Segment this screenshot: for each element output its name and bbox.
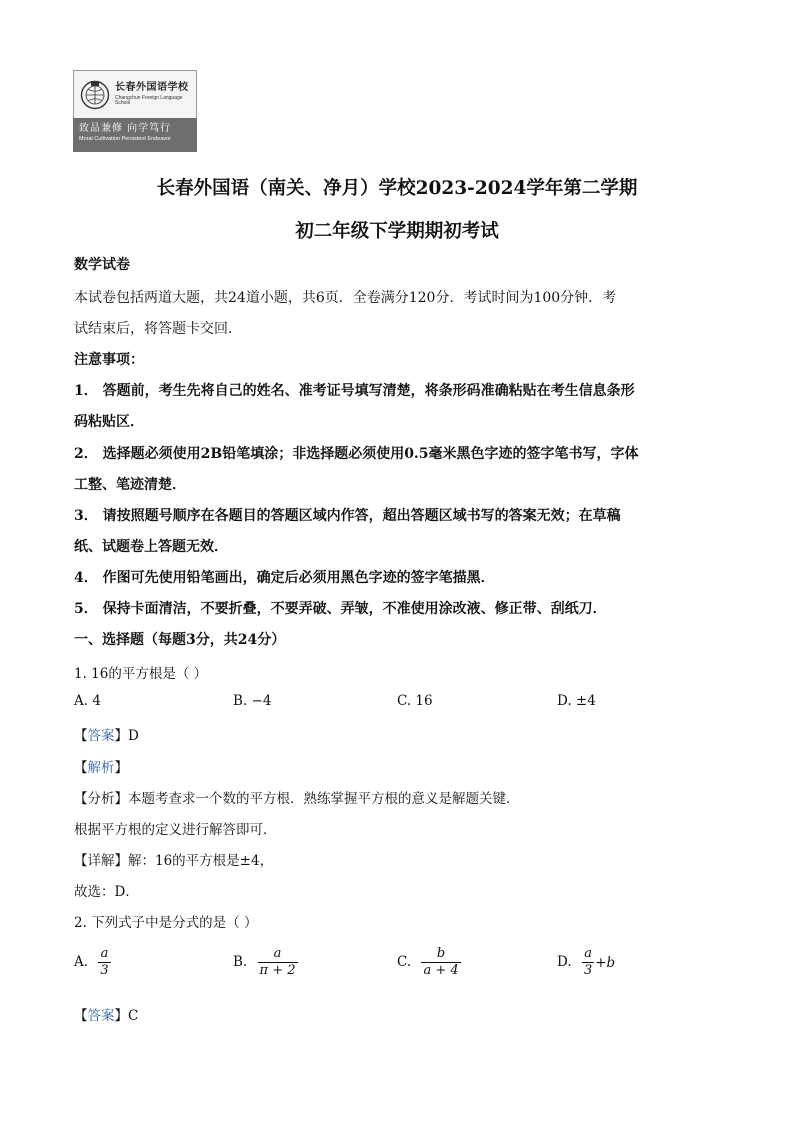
note-2-line-2: 工整、笔迹清楚．	[74, 477, 186, 493]
school-logo	[73, 70, 197, 152]
q2-option-c-fraction	[421, 946, 460, 979]
q2-option-b	[233, 946, 298, 979]
note-3-line-2: 纸、试题卷上答题无效．	[74, 539, 228, 555]
note-1-line-2: 码粘贴区．	[74, 414, 144, 430]
logo-motto-cn: 致品兼修 向学笃行	[79, 123, 172, 134]
q1-answer-value: D	[128, 728, 139, 744]
exam-title-line2: 初二年级下学期期初考试	[295, 221, 499, 242]
logo-school-name-cn: 长春外国语学校	[115, 82, 189, 93]
q2-a-numerator: a	[100, 946, 109, 961]
note-5: 5． 保持卡面清洁，不要折叠，不要弄破、弄皱，不准使用涂改液、修正带、刮纸刀．	[74, 601, 607, 617]
q2-d-numerator: a	[584, 946, 592, 961]
q1-option-a: A. 4	[74, 693, 101, 709]
q2-option-d	[557, 946, 615, 979]
q1-conclusion: 故选：D．	[74, 884, 139, 900]
q2-answer-label: 答案	[87, 1008, 115, 1024]
q1-xiangjie-text: 解：16的平方根是±4，	[128, 853, 274, 869]
q1-fenxi-row: 【分析】本题考查求一个数的平方根．熟练掌握平方根的意义是解题关键．	[74, 791, 520, 807]
q1-fenxi-label: 分析	[87, 791, 115, 807]
q2-d-denominator: 3	[583, 963, 593, 978]
q2-option-a-letter: A.	[74, 954, 89, 970]
q2-option-b-fraction	[258, 946, 298, 979]
q2-option-b-letter: B.	[233, 954, 248, 970]
q2-b-denominator: π + 2	[259, 963, 296, 978]
q2-a-denominator: 3	[100, 963, 109, 978]
logo-school-name-en: Changchun Foreign Language School	[115, 95, 183, 106]
logo-motto-en: Moral Cultivation Persistent Endeavor	[79, 136, 172, 142]
q1-analysis-row: 【解析】	[74, 760, 128, 776]
q2-option-c-letter: C.	[397, 954, 412, 970]
section-heading: 一、选择题（每题3分，共24分）	[74, 632, 286, 648]
q1-xiangjie-row: 【详解】解：16的平方根是±4，	[74, 853, 274, 869]
logo-header	[73, 70, 197, 118]
q2-c-numerator: b	[436, 946, 446, 961]
q2-d-tail: +b	[595, 954, 616, 971]
question-1-stem: 1. 16的平方根是（ ）	[74, 666, 208, 682]
q1-xiangjie-label: 详解	[87, 853, 115, 869]
q1-option-d: D. ±4	[557, 693, 596, 709]
subject-label: 数学试卷	[74, 257, 130, 273]
logo-motto-band	[73, 118, 197, 152]
q2-b-numerator: a	[273, 946, 282, 961]
intro-line-1: 本试卷包括两道大题，共24道小题，共6页．全卷满分120分．考试时间为100分钟．考	[74, 290, 617, 306]
note-2-line-1: 2． 选择题必须使用2B铅笔填涂；非选择题必须使用0.5毫米黑色字迹的签字笔书写，字体	[74, 446, 639, 462]
q2-option-d-letter: D.	[557, 954, 572, 970]
notes-heading: 注意事项：	[74, 352, 144, 368]
note-1-line-1: 1． 答题前，考生先将自己的姓名、准考证号填写清楚，将条形码准确粘贴在考生信息条形	[74, 383, 635, 399]
intro-line-2: 试结束后，将答题卡交回．	[74, 321, 242, 337]
q1-answer-label: 答案	[87, 728, 115, 744]
q1-analysis-label: 解析	[87, 760, 115, 776]
q2-option-a	[74, 946, 111, 979]
q2-option-c	[397, 946, 461, 979]
q2-answer-value: C	[128, 1008, 139, 1024]
q2-c-denominator: a + 4	[423, 963, 459, 978]
q1-fenxi-text: 本题考查求一个数的平方根．熟练掌握平方根的意义是解题关键．	[128, 791, 520, 807]
note-4: 4． 作图可先使用铅笔画出，确定后必须用黑色字迹的签字笔描黑．	[74, 570, 495, 586]
q2-option-a-fraction	[98, 946, 110, 979]
exam-title-line1: 长春外国语（南关、净月）学校2023-2024学年第二学期	[156, 178, 638, 199]
q2-answer-row: 【答案】C	[74, 1008, 139, 1024]
q1-option-b: B. −4	[233, 693, 272, 709]
q1-answer-row: 【答案】D	[74, 728, 139, 744]
q1-option-c: C. 16	[397, 693, 433, 709]
school-seal-icon	[80, 80, 110, 110]
q2-option-d-fraction	[582, 946, 594, 979]
question-2-stem: 2. 下列式子中是分式的是（ ）	[74, 915, 258, 931]
note-3-line-1: 3． 请按照题号顺序在各题目的答题区域内作答，超出答题区域书写的答案无效；在草稿	[74, 508, 621, 524]
q1-fenxi-line-2: 根据平方根的定义进行解答即可．	[74, 822, 277, 838]
